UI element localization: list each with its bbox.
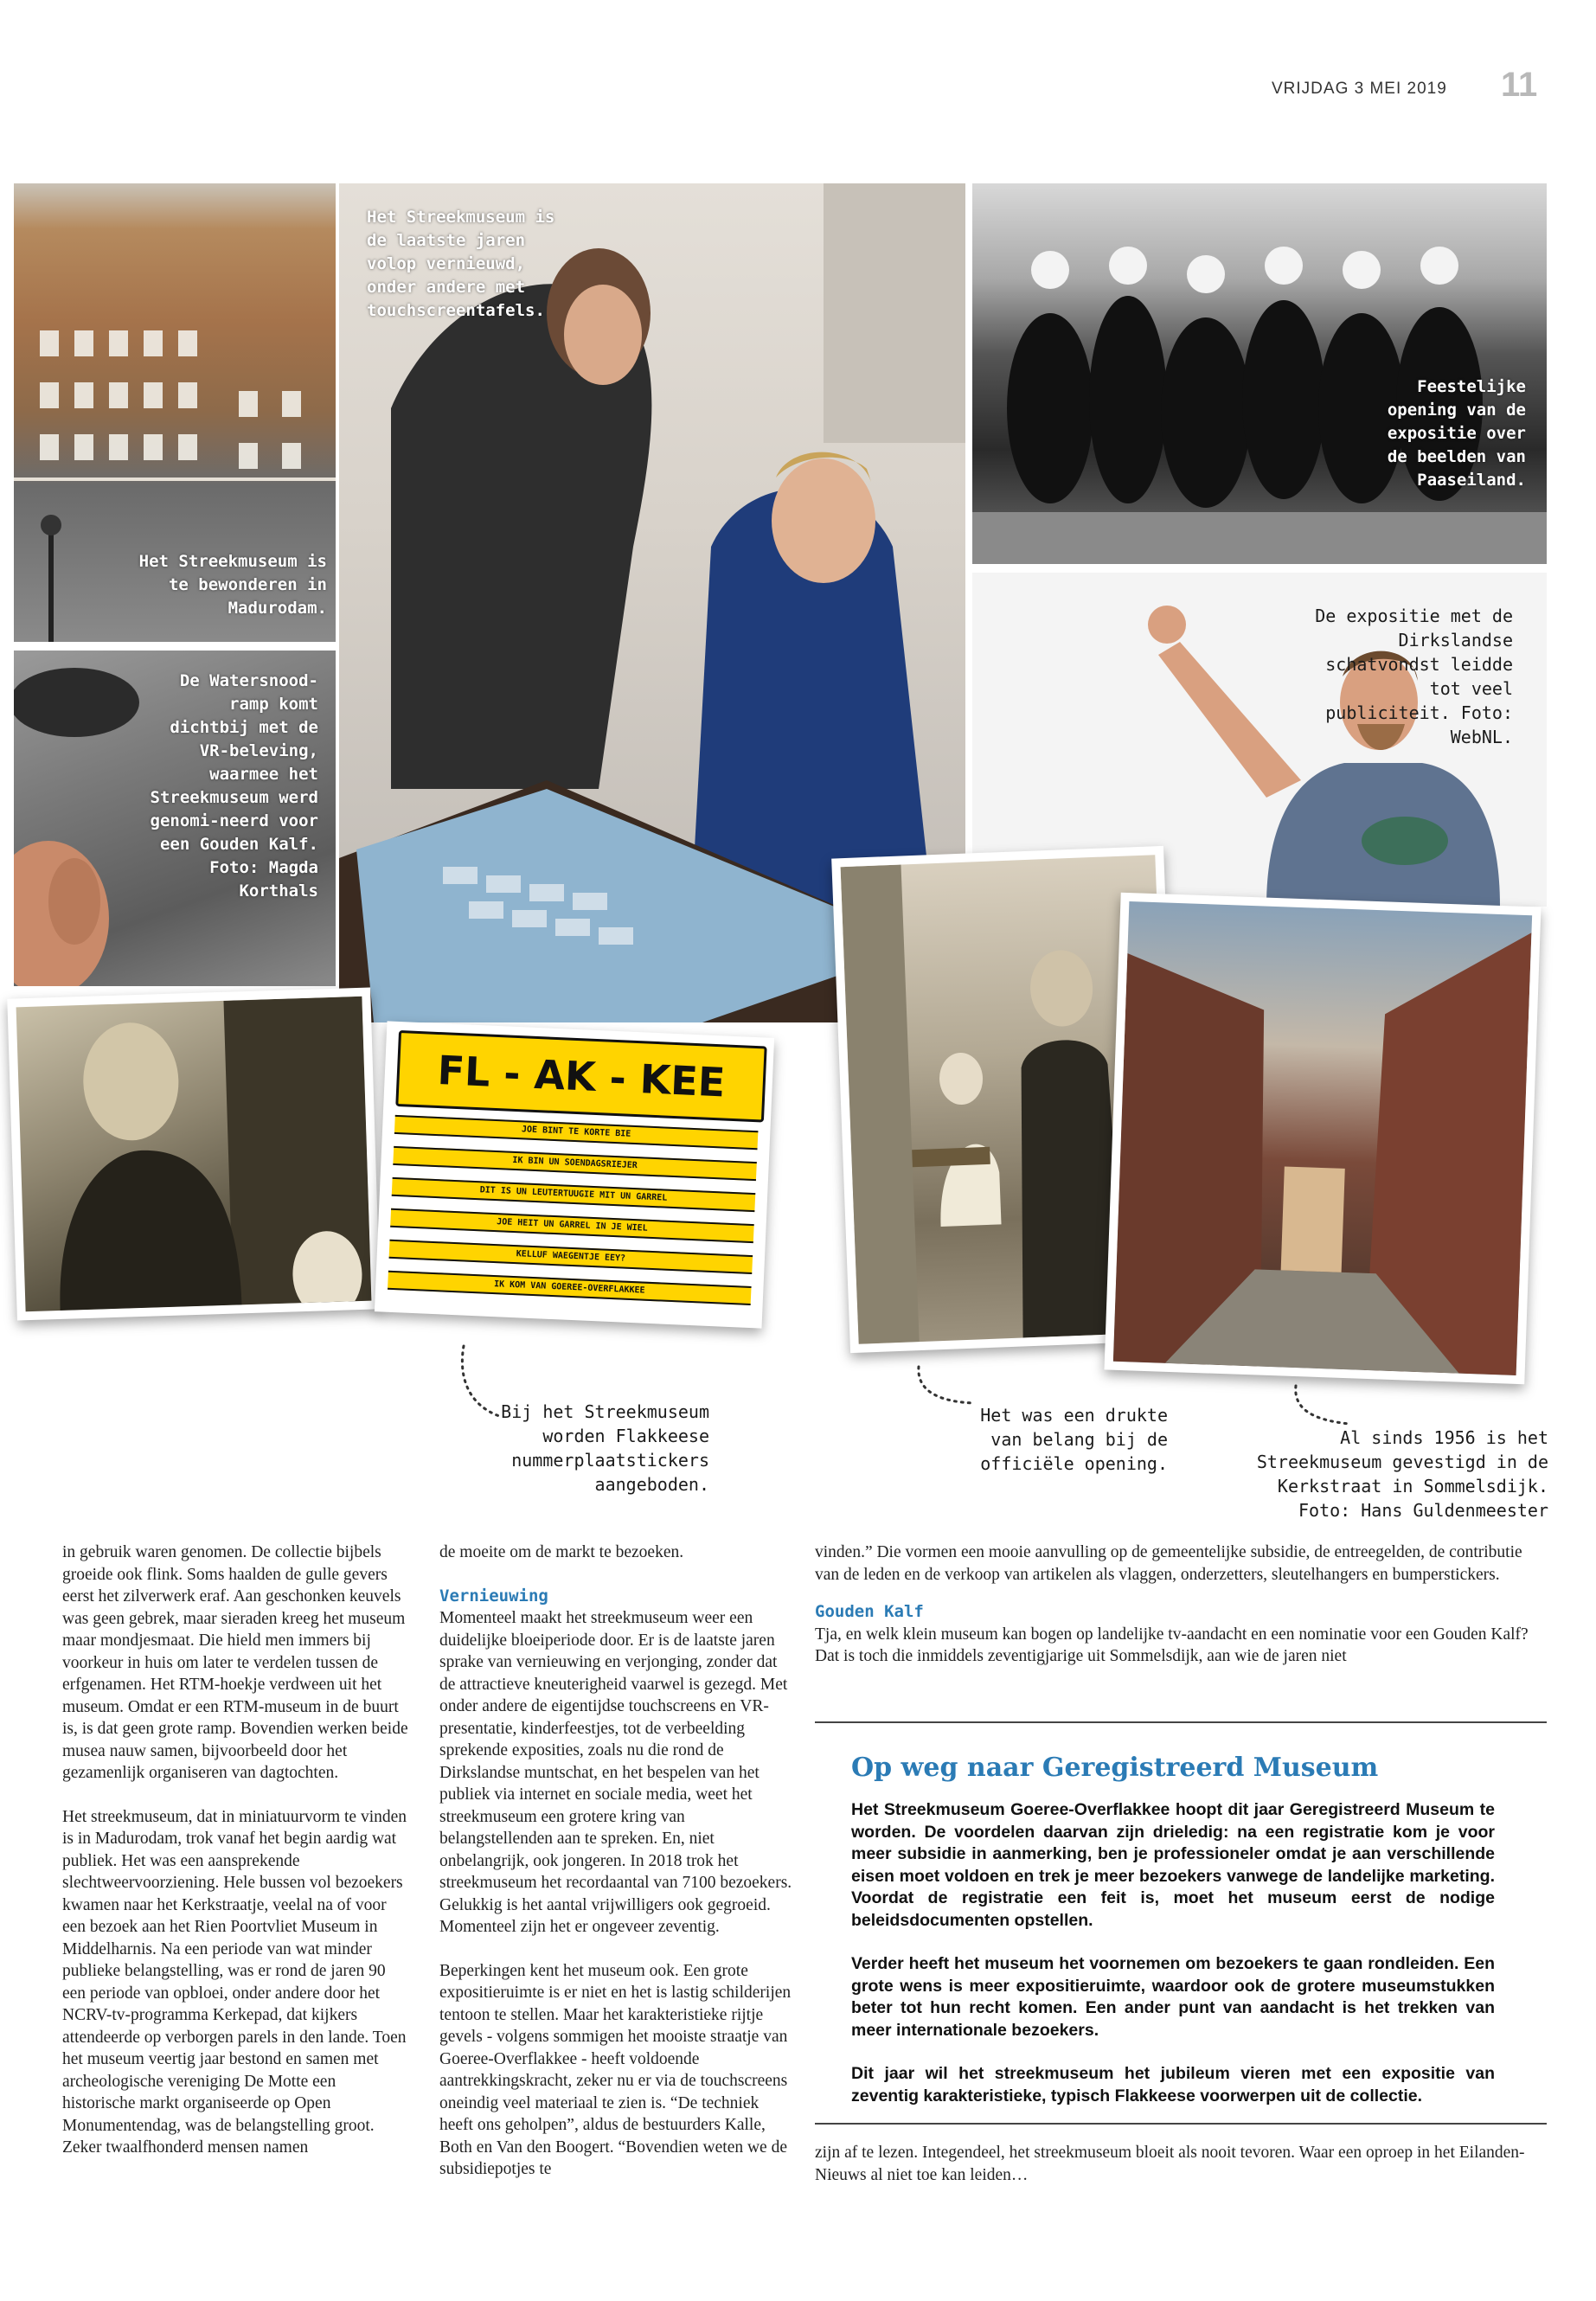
sticker-line: IK BIN UN SOENDAGSRIEJER [393,1146,757,1181]
box-bottom-rule [815,2123,1547,2125]
paragraph: Momenteel maakt het streekmuseum weer een duidelijke bloeiperiode door. Er is de laatste jaren sprake van vernieuwing en verjonging, zonder dat de attractieve kneuterigheid vaarwel is gezegd. Met onder andere de eigentijdse touchscreens en VR-presentatie, kinderfeestjes, tot de verbeelding sprekende exposities, zoals nu die rond de Dirkslandse muntschat, en het bespelen van het publiek via internet en sociale media, weet het streekmuseum een grotere kring van belangstellenden aan te spreken. En, niet onbelangrijk, ook jongeren. In 2018 trok het streekmuseum het recordaantal van 7100 bezoekers. Gelukkig is het aantal vrijwilligers ook gegroeid. Momenteel zijn het er ongeveer zeventig. [439,1609,792,1936]
license-plate-text: FL - AK - KEE [436,1047,727,1106]
paragraph: Beperkingen kent het museum ook. Een grote expositieruimte is er niet en het is lastig schilderijen tentoon te stellen. Maar het karakteristieke rijtje gevels - volgens sommigen het mooiste straatje van Goeree-Overflakkee - heeft voldoende aantrekkingskracht, zeker nu er via de touchscreens oneindig veel materiaal te zien is. “De techniek heeft ons geholpen”, aldus de bestuurders Kalle, Both en Van den Boogert. “Bovendien weten we de subsidiepotjes te [439,1961,792,2178]
box-paragraph: Verder heeft het museum het voornemen om bezoekers te gaan rondleiden. Een grote wens is meer expositieruimte, waardoor ook de grotere museumstukken beter tot hun recht komen. Een ander punt van aandacht is het trekken van meer internationale bezoekers. [851,1954,1495,2040]
license-plate-sticker [395,1030,766,1122]
caption-paaseiland: Feestelijke opening van de expositie over de beelden van Paaseiland. [1387,377,1526,490]
box-paragraph: Het Streekmuseum Goeree-Overflakkee hoopt dit jaar Geregistreerd Museum te worden. De voordelen daarvan zijn drieledig: na een registratie kom je voor meer subsidie in aanmerking, ben je professioneler omdat je aan verschillende eisen moet voldoen en trek je meer bezoekers vanwege de landelijke marketing. Voordat de registratie een feit is, moet het museum eerst de nodige beleidsdocumenten opstellen. [851,1800,1495,1930]
sticker-line: DIT IS UN LEUTERTUUGIE MIT UN GARREL [392,1177,756,1212]
paragraph: Het streekmuseum, dat in miniatuurvorm te vinden is in Madurodam, trok vanaf het begin aardig wat publiek. Het was een aansprekende slechtweervoorziening. Hele bussen vol bezoekers kwamen naar het Kerkstraatje, veelal na of voor een bezoek aan het Rien Poortvliet Museum in Middelharnis. Na een periode van wat minder publieke belangstelling, was er rond de jaren 90 een periode van opbloei, onder andere door het NCRV-tv-programma Kerkepad, dat kijkers attendeerde op verborgen parels in den lande. Toen het museum veertig jaar bestond en samen met archeologische vereniging De Motte een historische markt organiseerde op Open Monumentendag, was de belangstelling groot. Zeker twaalfhonderd mensen namen [62,1807,407,2157]
caption-madurodam: Het Streekmuseum is te bewonderen in Madurodam. [138,552,327,618]
photo-portrait [7,987,380,1320]
caption-opening: Het was een drukte van belang bij de officiële opening. [980,1405,1168,1474]
box-paragraph: Dit jaar wil het streekmuseum het jubileum vieren met een expositie van zeventig karakteristieke, typisch Flakkeese voorwerpen uit de collectie. [851,2064,1495,2106]
subheading-gouden-kalf: Gouden Kalf [815,1602,924,1621]
caption-touchscreen: Het Streekmuseum is de laatste jaren volop vernieuwd, onder andere met touchscreentafels. [367,208,555,320]
paragraph: de moeite om de markt te bezoeken. [439,1543,684,1561]
box-top-rule [815,1721,1547,1723]
photo-paaseiland [972,183,1547,564]
box-text [851,1799,1495,2129]
issue-date: VRIJDAG 3 MEI 2019 [1272,80,1447,98]
sticker-line: IK KOM VAN GOEREE-OVERFLAKKEE [388,1271,752,1305]
photo-stickers [375,1021,774,1328]
subheading-vernieuwing: Vernieuwing [439,1586,548,1606]
caption-kerkstraat: Al sinds 1956 is het Streekmuseum gevestigd in de Kerkstraat in Sommelsdijk. Foto: Hans Guldenmeester [1256,1427,1548,1521]
sticker-line: KELLUF WAEGENTJE EEY? [389,1240,753,1274]
paragraph: vinden.” Die vormen een mooie aanvulling op de gemeentelijke subsidie, de entreegelden, de contributie van de leden en de verkoop van artikelen als vlaggen, onderzetters, sleutelhangers en bumperstickers. [815,1543,1522,1584]
paragraph: in gebruik waren genomen. De collectie bijbels groeide ook flink. Soms haalden de gulle gevers eerst het zilverwerk eraf. Aan geschonken keuvels was geen gebrek, maar sieraden kreeg het museum maar mondjesmaat. Die hield men immers bij voorkeur in huis om later te verdelen tussen de erfgenamen. Het RTM-hoekje verdween uit het museum. Omdat er een RTM-museum in de buurt is, is dat geen grote ramp. Bovendien werken beide musea nauw samen, bijvoorbeeld door het gezamenlijk organiseren van dagtochten. [62,1543,408,1782]
paragraph: Tja, en welk klein museum kan bogen op landelijke tv-aandacht en een nominatie voor een Gouden Kalf? Dat is toch die inmiddels zeventigjarige uit Sommelsdijk, aan wie de jaren niet [815,1625,1529,1665]
caption-watersnood: De Watersnood-ramp komt dichtbij met de VR-beleving, waarmee het Streekmuseum werd genomi-neerd voor een Gouden Kalf. Foto: Magda Korthals [150,671,318,901]
photo-watersnood-vr [14,651,336,986]
sticker-line: JOE BINT TE KORTE BIE [394,1115,759,1150]
caption-stickers: Bij het Streekmuseum worden Flakkeese nummerplaatstickers aangeboden. [501,1401,709,1495]
article-column-2 [439,1541,794,2202]
photo-kerkstraat [1105,893,1542,1385]
article-column-1 [62,1541,408,2181]
box-title: Op weg naar Geregistreerd Museum [851,1753,1379,1783]
caption-dirksland: De expositie met de Dirkslandse schatvondst leidde tot veel publiciteit. Foto: WebNL. [1315,606,1513,747]
article-column-3-end: zijn af te lezen. Integendeel, het streekmuseum bloeit als nooit tevoren. Waar een oproep in het Eilanden-Nieuws al niet toe kan leiden… [815,2144,1525,2184]
photo-madurodam [14,183,336,642]
sticker-line: JOE HEIT UN GARREL IN JE WIEL [390,1208,754,1243]
article-column-3 [815,1541,1547,1689]
page-number: 11 [1501,66,1538,104]
